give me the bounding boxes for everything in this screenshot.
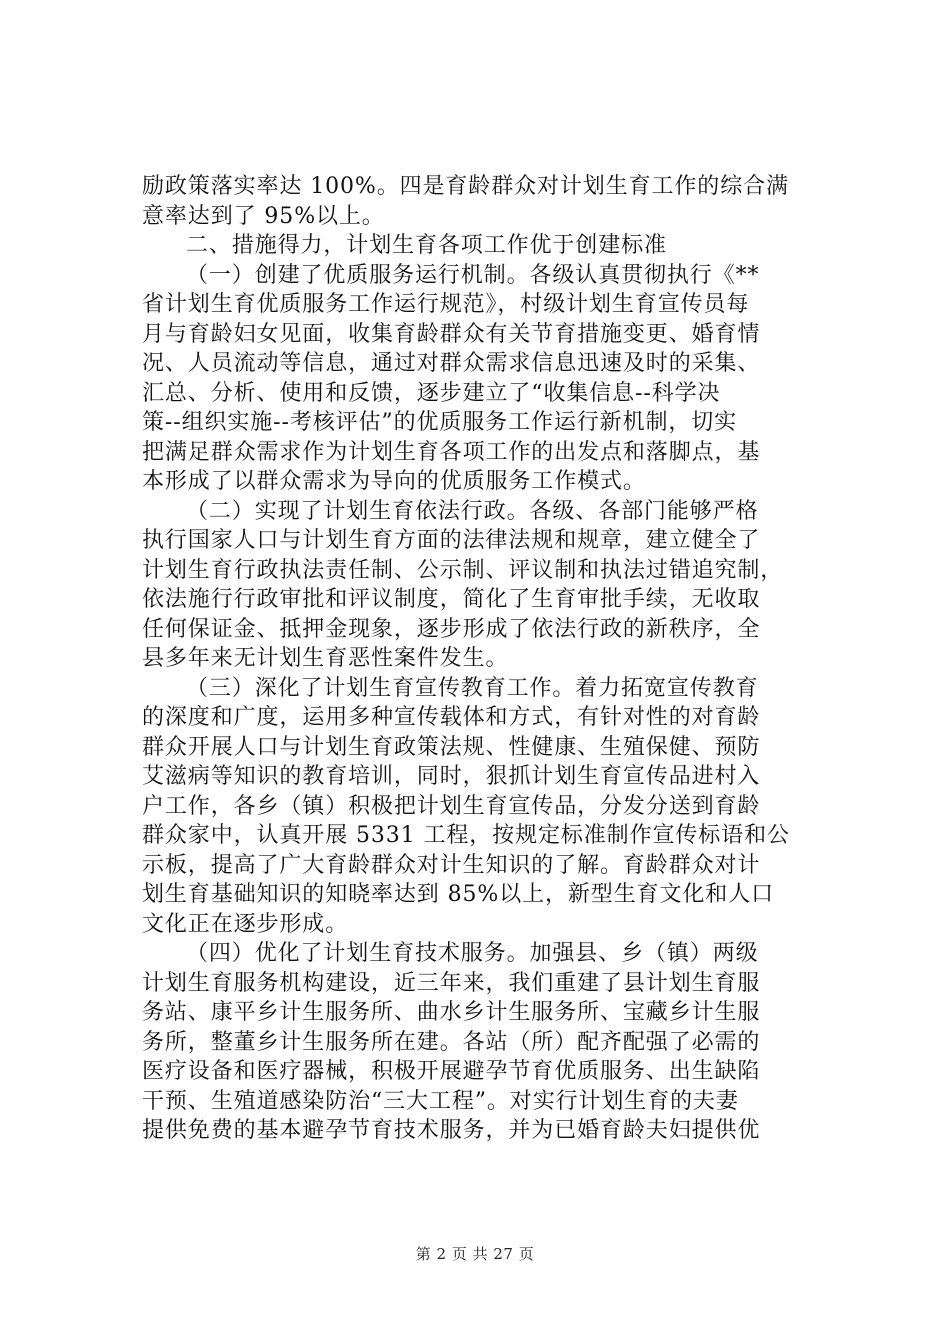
document-body [142, 172, 822, 1146]
text-line: 县多年来无计划生育恶性案件发生。 [142, 646, 509, 671]
text-line: 群众开展人口与计划生育政策法规、性健康、生殖保健、预防 [142, 734, 761, 760]
text-line: 励政策落实率达 100%。四是育龄群众对计划生育工作的综合满 [142, 174, 789, 199]
text-line: （三）深化了计划生育宣传教育工作。着力拓宽宣传教育 [186, 675, 759, 701]
text-line: 务站、康平乡计生服务所、曲水乡计生服务所、宝藏乡计生服 [142, 1000, 761, 1025]
text-line: 计划生育行政执法责任制、公示制、评议制和执法过错追究制， [142, 557, 784, 583]
text-line: 提供免费的基本避孕节育技术服务，并为已婚育龄夫妇提供优 [142, 1118, 761, 1143]
text-line: 户工作，各乡（镇）积极把计划生育宣传品，分发分送到育龄 [142, 793, 761, 819]
text-line: 文化正在逐步形成。 [142, 911, 349, 937]
text-line: 执行国家人口与计划生育方面的法律法规和规章，建立健全了 [142, 528, 761, 553]
text-line: 本形成了以群众需求为导向的优质服务工作模式。 [142, 469, 646, 494]
text-line: （二）实现了计划生育依法行政。各级、各部门能够严格 [186, 498, 759, 524]
text-line: 策--组织实施--考核评估”的优质服务工作运行新机制，切实 [142, 410, 738, 435]
text-line: 意率达到了 95%以上。 [142, 203, 385, 229]
text-line: 示板，提高了广大育龄群众对计生知识的了解。育龄群众对计 [142, 852, 761, 878]
text-line: （四）优化了计划生育技术服务。加强县、乡（镇）两级 [186, 941, 759, 966]
text-line: 艾滋病等知识的教育培训，同时，狠抓计划生育宣传品进村入 [142, 764, 761, 789]
text-line: 把满足群众需求作为计划生育各项工作的出发点和落脚点，基 [142, 439, 761, 465]
text-line: 省计划生育优质服务工作运行规范》，村级计划生育宣传员每 [142, 292, 750, 317]
text-line: （一）创建了优质服务运行机制。各级认真贯彻执行《** [186, 262, 760, 288]
text-line: 任何保证金、抵押金现象，逐步形成了依法行政的新秩序，全 [142, 616, 761, 642]
text-line: 汇总、分析、使用和反馈，逐步建立了“收集信息--科学决 [142, 380, 721, 406]
text-line: 的深度和广度，运用多种宣传载体和方式，有针对性的对育龄 [142, 705, 761, 730]
text-line: 务所，整董乡计生服务所在建。各站（所）配齐配强了必需的 [142, 1029, 761, 1055]
text-line: 医疗设备和医疗器械，积极开展避孕节育优质服务、出生缺陷 [142, 1059, 761, 1084]
text-line: 依法施行行政审批和评议制度，简化了生育审批手续，无收取 [142, 587, 761, 612]
text-line: 二、措施得力，计划生育各项工作优于创建标准 [186, 233, 667, 258]
text-line: 计划生育服务机构建设，近三年来，我们重建了县计划生育服 [142, 970, 761, 996]
text-line: 划生育基础知识的知晓率达到 85%以上，新型生育文化和人口 [142, 882, 774, 907]
page-footer: 第 2 页 共 27 页 [415, 1245, 535, 1263]
text-line: 况、人员流动等信息，通过对群众需求信息迅速及时的采集、 [142, 351, 761, 376]
text-line: 月与育龄妇女见面，收集育龄群众有关节育措施变更、婚育情 [142, 321, 761, 347]
text-line: 群众家中，认真开展 5331 工程，按规定标准制作宣传标语和公 [142, 823, 790, 848]
text-line: 干预、生殖道感染防治“三大工程”。对实行计划生育的夫妻 [142, 1088, 739, 1114]
